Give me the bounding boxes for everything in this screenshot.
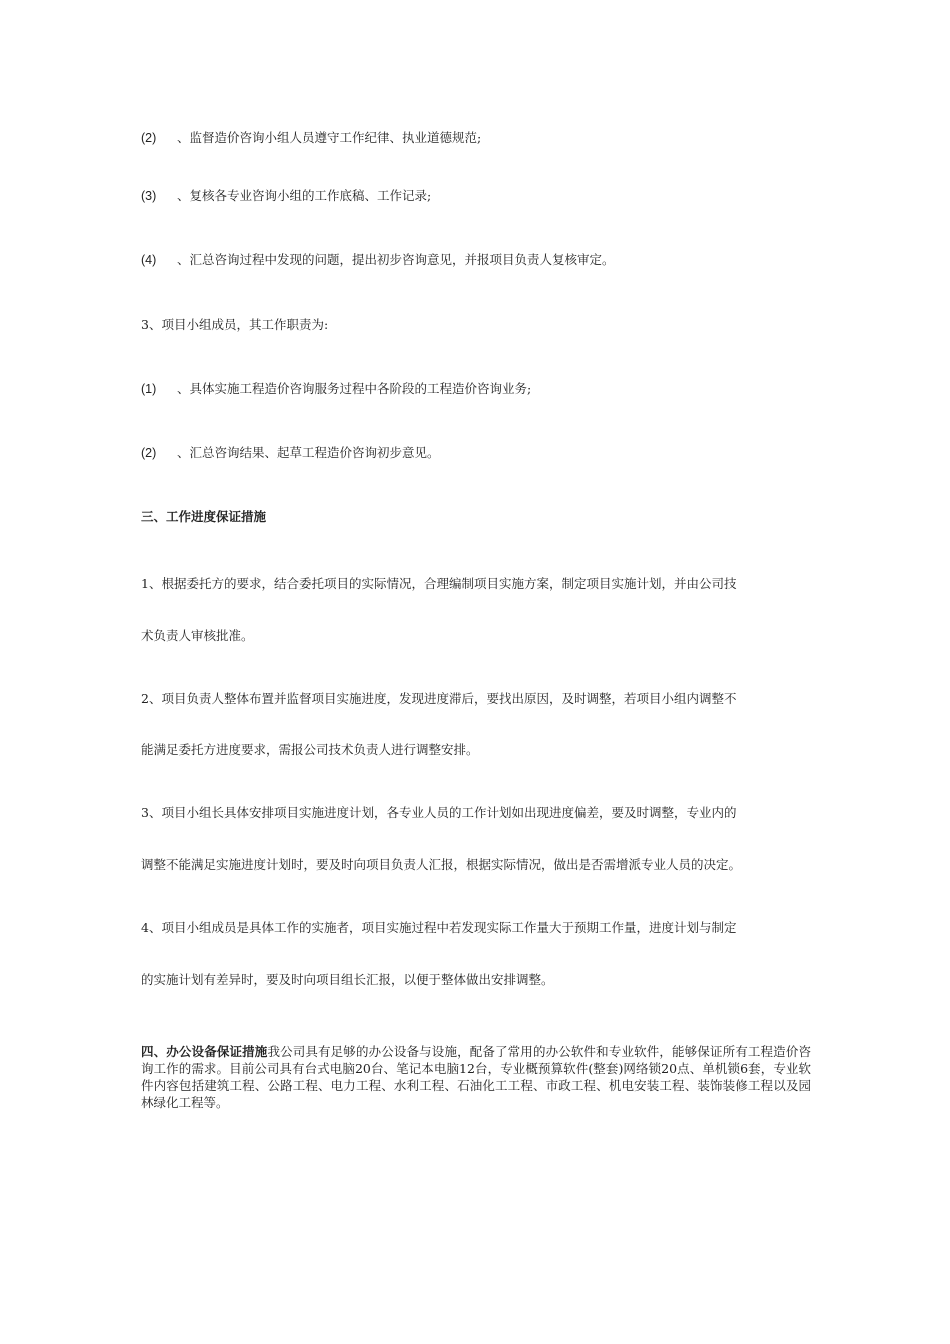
item-text: 、汇总咨询过程中发现的问题，提出初步咨询意见，并报项目负责人复核审定。 <box>177 252 615 267</box>
paragraph-line: 3、项目小组长具体安排项目实施进度计划，各专业人员的工作计划如出现进度偏差，要及时调整，专业内的 <box>141 805 737 820</box>
item-number: (3) <box>141 189 157 203</box>
list-item <box>141 445 440 461</box>
list-item <box>141 381 531 397</box>
item-text: 、复核各专业咨询小组的工作底稿、工作记录; <box>177 188 432 203</box>
paragraph-line: 2、项目负责人整体布置并监督项目实施进度，发现进度滞后，要找出原因，及时调整，若项目小组内调整不 <box>141 691 737 706</box>
member-heading: 3、项目小组成员，其工作职责为: <box>141 317 329 332</box>
item-text: 、具体实施工程造价咨询服务过程中各阶段的工程造价咨询业务; <box>177 381 532 396</box>
list-item <box>141 188 431 204</box>
paragraph-line: 1、根据委托方的要求，结合委托项目的实际情况，合理编制项目实施方案，制定项目实施计划，并由公司技 <box>141 576 737 591</box>
list-item <box>141 130 481 146</box>
item-text: 、汇总咨询结果、起草工程造价咨询初步意见。 <box>177 445 440 460</box>
section-heading: 三、工作进度保证措施 <box>141 509 267 524</box>
paragraph-line: 调整不能满足实施进度计划时，要及时向项目负责人汇报，根据实际情况，做出是否需增派专业人员的决定。 <box>141 857 742 872</box>
paragraph-text: 我公司具有足够的办公设备与设施，配备了常用的办公软件和专业软件，能够保证所有工程造价咨询工作的需求。目前公司具有台式电脑20台、笔记本电脑12台，专业概预算软件(整套)网络锁20点、单机锁6套，专业软件内容包括建筑工程、公路工程、电力工程、水利工程、石油化工工程、市政工程、机电安装工程、装饰装修工程以及园林绿化工程等。 <box>141 1044 811 1110</box>
item-number: (4) <box>141 253 157 267</box>
list-item <box>141 252 615 268</box>
paragraph-line: 的实施计划有差异时，要及时向项目组长汇报，以便于整体做出安排调整。 <box>141 972 554 987</box>
paragraph-line: 能满足委托方进度要求，需报公司技术负责人进行调整安排。 <box>141 742 479 757</box>
section-paragraph <box>141 1043 811 1111</box>
paragraph-line: 术负责人审核批准。 <box>141 628 254 643</box>
paragraph-line: 4、项目小组成员是具体工作的实施者，项目实施过程中若发现实际工作量大于预期工作量，进度计划与制定 <box>141 920 737 935</box>
item-number: (2) <box>141 446 157 460</box>
item-number: (1) <box>141 382 157 396</box>
item-number: (2) <box>141 131 157 145</box>
item-text: 、监督造价咨询小组人员遵守工作纪律、执业道德规范; <box>177 130 482 145</box>
section-heading: 四、办公设备保证措施 <box>141 1044 268 1059</box>
